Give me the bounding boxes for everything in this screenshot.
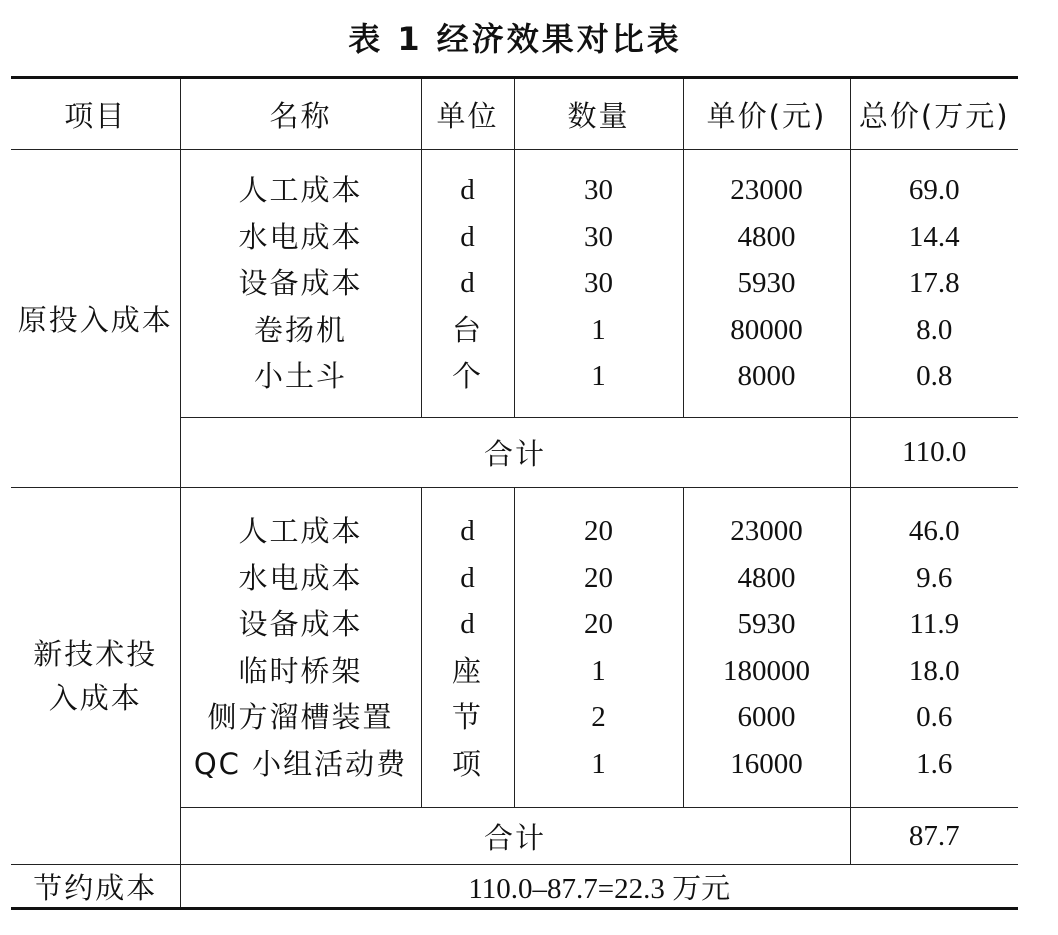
list-item: 4800: [737, 220, 796, 253]
list-item: d: [460, 267, 475, 300]
list-item: QC 小组活动费: [193, 746, 408, 781]
header-unit-price: 单价(元): [683, 78, 850, 150]
table-title: 表 1 经济效果对比表: [348, 20, 682, 58]
list-item: 23000: [730, 174, 803, 207]
list-item: 座: [451, 653, 483, 688]
list-item: 5930: [737, 267, 796, 300]
group-original-quantities: [514, 150, 683, 418]
list-item: 4800: [737, 561, 796, 594]
list-item: 20: [584, 608, 613, 640]
list-item: 台: [451, 312, 483, 347]
group-original-unit-prices: [683, 150, 850, 418]
list-item: 8.0: [916, 313, 953, 346]
list-item: 17.8: [908, 267, 960, 300]
header-total-price: 总价(万元): [850, 78, 1018, 150]
group-new-detail-row: [11, 488, 1018, 808]
list-item: 14.4: [908, 220, 960, 253]
list-item: 6000: [737, 701, 796, 733]
group-original-totals: [850, 150, 1018, 418]
header-row: [11, 78, 1018, 150]
list-item: d: [460, 561, 475, 594]
savings-label: 节约成本: [11, 865, 180, 909]
list-item: 8000: [737, 360, 796, 393]
list-item: 侧方溜槽装置: [207, 700, 394, 734]
group-original-names: [180, 150, 421, 418]
group-new-unit-prices: [683, 488, 850, 808]
group-original-detail-row: [11, 150, 1018, 418]
list-item: 1: [591, 313, 606, 346]
list-item: 30: [584, 174, 613, 207]
savings-row: [11, 865, 1018, 909]
list-item: 180000: [723, 654, 810, 687]
group-new-label-text: 新技术投入成本: [33, 637, 158, 715]
list-item: 2: [591, 701, 606, 733]
list-item: 23000: [730, 515, 803, 547]
list-item: 9.6: [916, 561, 953, 594]
list-item: 46.0: [908, 515, 960, 547]
group-original-subtotal-label: 合计: [180, 418, 850, 488]
group-new-label: [11, 488, 180, 865]
list-item: 设备成本: [238, 607, 363, 641]
header-name: 名称: [180, 78, 421, 150]
list-item: 80000: [730, 313, 803, 346]
group-original-units: [421, 150, 514, 418]
list-item: d: [460, 220, 475, 253]
economic-comparison-table: [11, 76, 1018, 910]
list-item: 人工成本: [238, 173, 363, 208]
savings-value: 110.0–87.7=22.3 万元: [180, 865, 1018, 909]
list-item: 5930: [737, 608, 796, 640]
list-item: 1.6: [916, 747, 953, 780]
header-item: 项目: [11, 78, 180, 150]
header-quantity: 数量: [514, 78, 683, 150]
list-item: 18.0: [908, 654, 960, 687]
list-item: d: [460, 174, 475, 207]
group-new-units: [421, 488, 514, 808]
list-item: 0.8: [916, 360, 953, 393]
list-item: 水电成本: [238, 560, 363, 595]
list-item: 11.9: [909, 608, 960, 640]
list-item: d: [460, 515, 475, 547]
list-item: 人工成本: [238, 514, 363, 548]
list-item: 0.6: [916, 701, 953, 733]
group-original-subtotal-value: 110.0: [850, 418, 1018, 488]
list-item: 69.0: [908, 174, 960, 207]
list-item: 20: [584, 515, 613, 547]
list-item: 30: [584, 267, 613, 300]
list-item: 个: [451, 359, 483, 394]
list-item: 1: [591, 360, 606, 393]
list-item: 项: [451, 746, 483, 781]
list-item: 节: [451, 700, 483, 734]
group-new-subtotal-value: 87.7: [850, 808, 1018, 865]
list-item: 20: [584, 561, 613, 594]
group-new-quantities: [514, 488, 683, 808]
list-item: 小土斗: [253, 359, 347, 394]
group-new-subtotal-label: 合计: [180, 808, 850, 865]
list-item: 1: [591, 747, 606, 780]
list-item: 临时桥架: [238, 653, 363, 688]
list-item: 卷扬机: [253, 312, 347, 347]
list-item: 设备成本: [238, 266, 363, 301]
list-item: 16000: [730, 747, 803, 780]
header-unit: 单位: [421, 78, 514, 150]
list-item: 水电成本: [238, 219, 363, 254]
list-item: 30: [584, 220, 613, 253]
list-item: 1: [591, 654, 606, 687]
group-original-label: 原投入成本: [11, 150, 180, 488]
group-new-names: [180, 488, 421, 808]
list-item: d: [460, 608, 475, 640]
group-new-totals: [850, 488, 1018, 808]
